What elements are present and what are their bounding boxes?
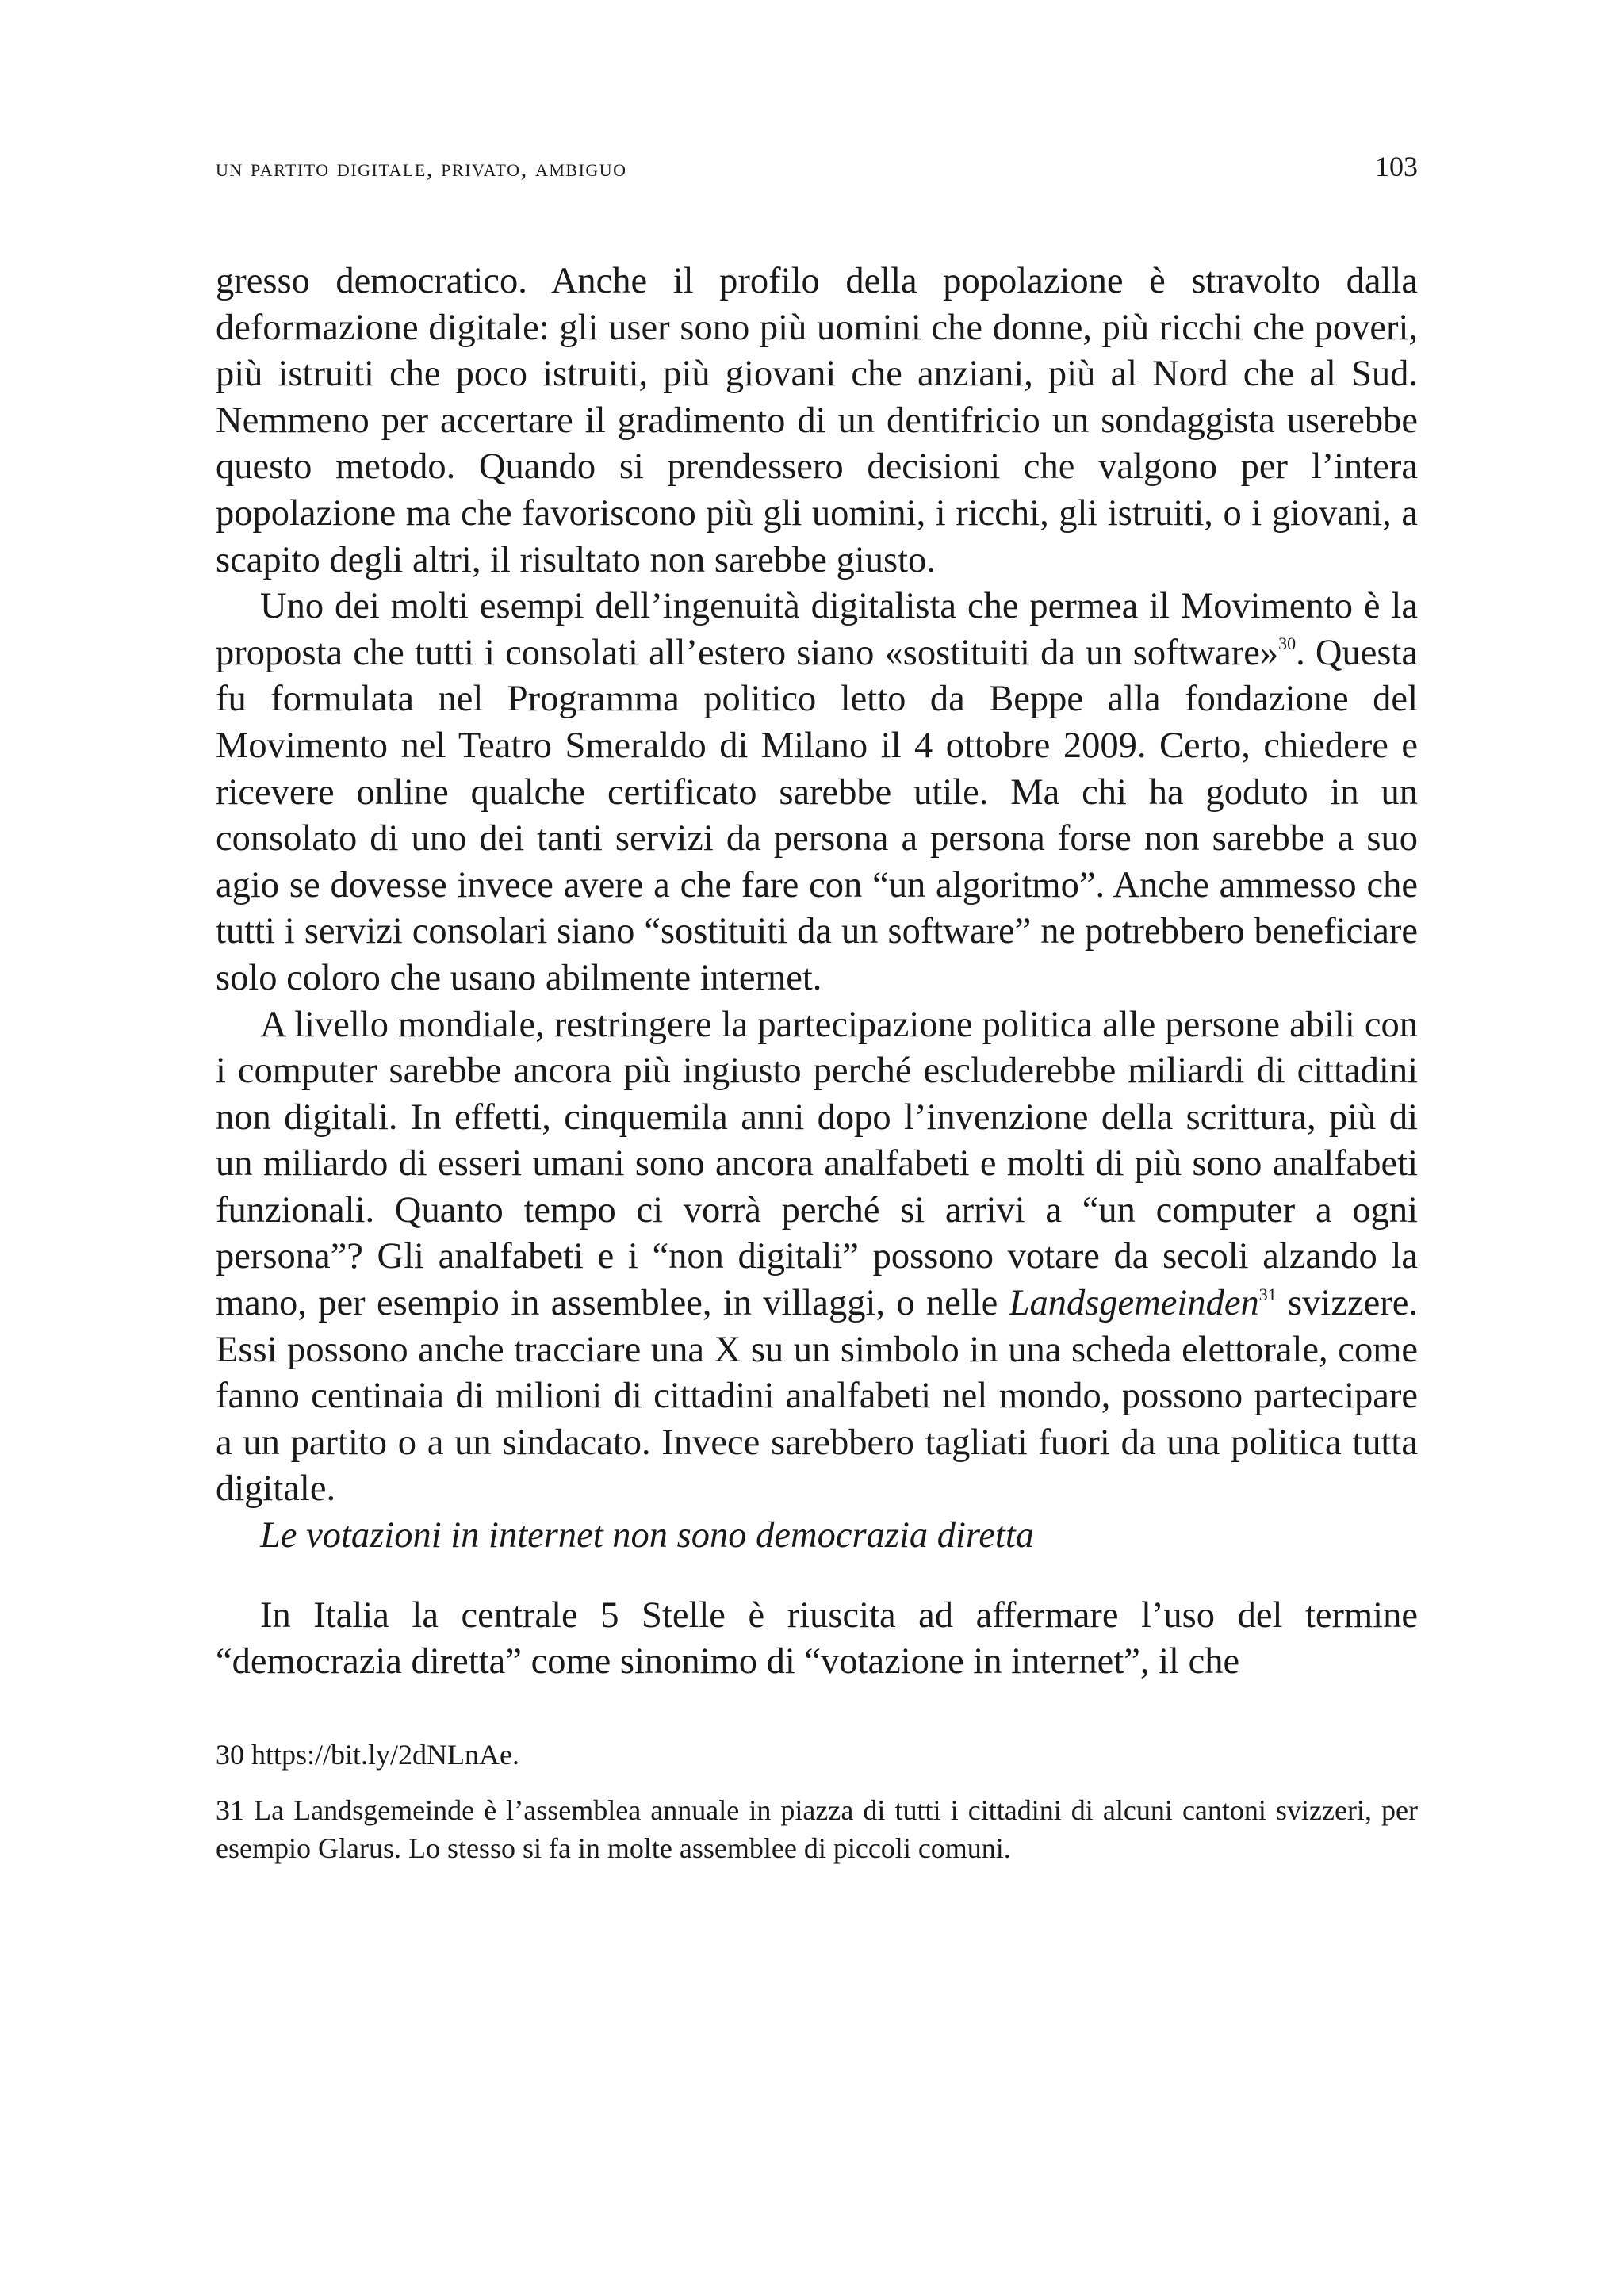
- section-heading: Le votazioni in internet non sono democrazia diretta: [260, 1515, 1035, 1556]
- paragraph-text: A livello mondiale, restringere la partecipazione politica alle persone abili con i computer sarebbe ancora più ingiusto perché escluderebbe miliardi di cittadini non digitali. In effetti, cinquemila anni dopo l’invenzione della scrittura, più di un miliardo di esseri umani sono ancora analfabeti e molti di più sono analfabeti funzionali. Quanto tempo ci vorrà perché si arrivi a “un computer a ogni persona”? Gli analfabeti e i “non digitali” possono votare da secoli alzando la mano, per esempio in assemblee, in villaggi, o nelle: [216, 1004, 1418, 1324]
- book-page: [216, 151, 1418, 1867]
- footnote-number: 31: [216, 1794, 244, 1826]
- running-title: un partito digitale, privato, ambiguo: [216, 154, 627, 182]
- footnote-reference-30: 30: [1278, 634, 1297, 654]
- paragraph-consolati: [216, 584, 1418, 1001]
- paragraph-text: svizzere. Essi possono anche tracciare una X su un simbolo in una scheda elettorale, come fanno centinaia di milioni di cittadini analfabeti nel mondo, possono partecipare a un partito o a un sindacato. Invece sarebbero tagliati fuori da una politica tutta digitale.: [216, 1283, 1418, 1510]
- running-header: [216, 151, 1418, 182]
- paragraph-text: Uno dei molti esempi dell’ingenuità digitalista che permea il Movimento è la proposta che tutti i consolati all’estero siano «sostituiti da un software»: [216, 586, 1418, 673]
- footnote-number: 30: [216, 1738, 244, 1771]
- footnote-text: La Landsgemeinde è l’assemblea annuale in piazza di tutti i cittadini di alcuni cantoni svizzeri, per esempio Glarus. Lo stesso si fa in molte assemblee di piccoli comuni.: [216, 1794, 1418, 1864]
- italic-term: Landsgemeinden: [1009, 1283, 1259, 1324]
- body-text: [216, 258, 1418, 1686]
- footnote-reference-31: 31: [1258, 1284, 1277, 1304]
- footnote-30: [216, 1736, 1418, 1774]
- footnote-31: [216, 1791, 1418, 1867]
- footnote-link-text: https://bit.ly/2dNLnAe.: [251, 1738, 519, 1771]
- paragraph-text: . Questa fu formulata nel Programma politico letto da Beppe alla fondazione del Movimento nel Teatro Smeraldo di Milano il 4 ottobre 2009. Certo, chiedere e ricevere online qualche certificato sarebbe utile. Ma chi ha goduto in un consolato di uno dei tanti servizi da persona a persona forse non sarebbe a suo agio se dovesse invece avere a che fare con “un algoritmo”. Anche ammesso che tutti i servizi consolari siano “sostituiti da un software” ne potrebbero beneficiare solo coloro che usano abilmente internet.: [216, 632, 1418, 998]
- paragraph-italia: In Italia la centrale 5 Stelle è riuscita ad affermare l’uso del termine “democrazia diretta” come sinonimo di “votazione in internet”, il che: [216, 1594, 1418, 1683]
- paragraph-livello-mondiale: [216, 1002, 1418, 1514]
- paragraph-continuation: gresso democratico. Anche il profilo della popolazione è stravolto dalla deformazione digitale: gli user sono più uomini che donne, più ricchi che poveri, più istruiti che poco istruiti, più giovani che anziani, più al Nord che al Sud. Nemmeno per accertare il gradimento di un dentifricio un sondaggista userebbe questo metodo. Quando si prendessero decisioni che valgono per l’intera popolazione ma che favoriscono più gli uomini, i ricchi, gli istruiti, o i giovani, a scapito degli altri, il risultato non sarebbe giusto.: [216, 261, 1418, 580]
- page-number: 103: [1375, 151, 1418, 182]
- footnotes: [216, 1736, 1418, 1867]
